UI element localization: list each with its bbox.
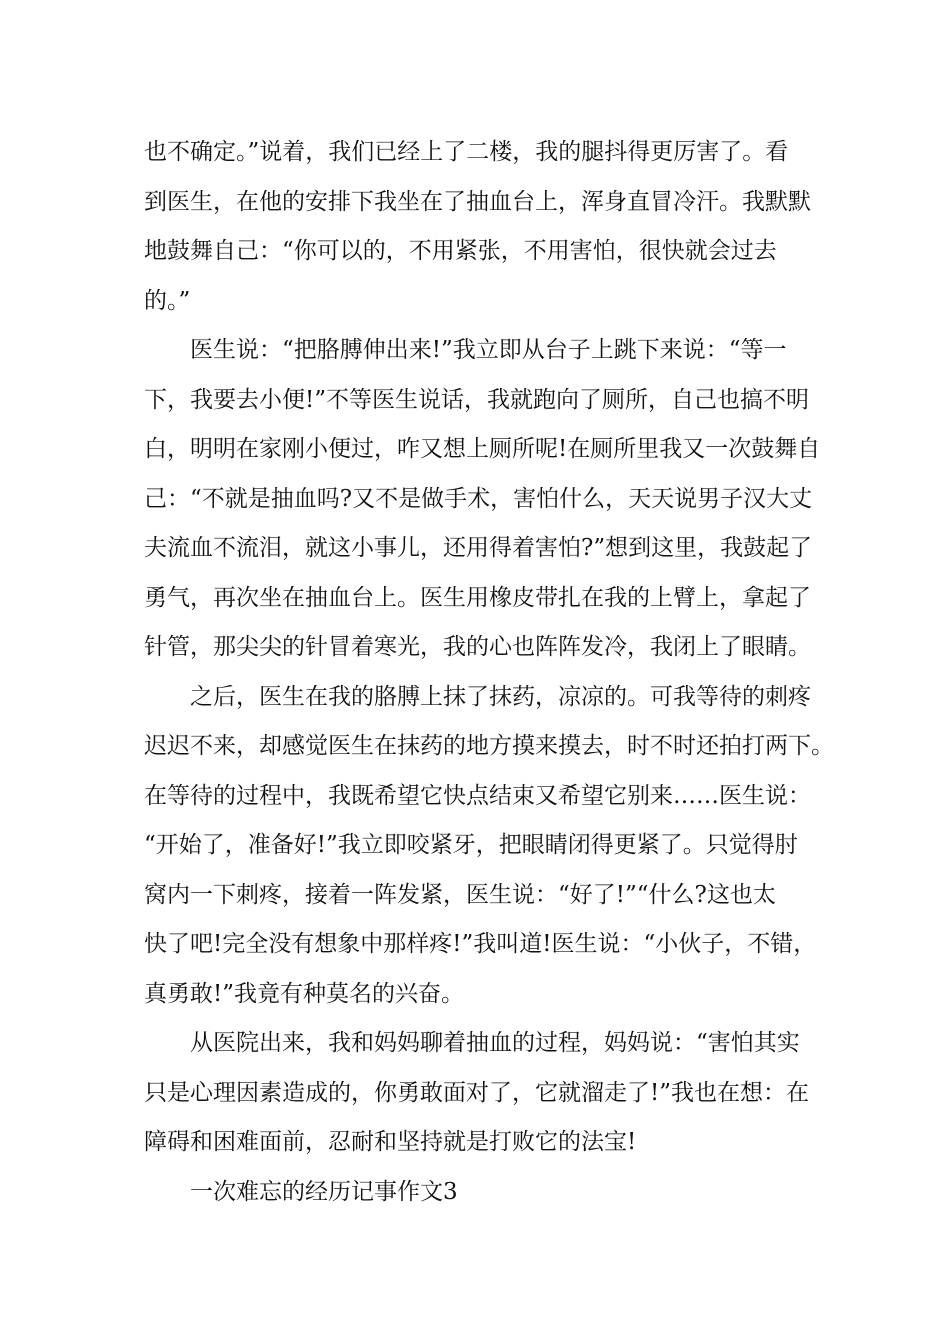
text-line: 障碍和困难面前，忍耐和坚持就是打败它的法宝! [144, 1129, 637, 1155]
text-line: 己：“不就是抽血吗?又不是做手术，害怕什么，天天说男子汉大丈 [144, 485, 813, 512]
text-line: 地鼓舞自己：“你可以的，不用紧张，不用害怕，很快就会过去 [144, 238, 777, 264]
text-line: 真勇敢!”我竟有种莫名的兴奋。 [144, 980, 465, 1007]
text-line: “开始了，准备好!”我立即咬紧牙，把眼睛闭得更紧了。只觉得肘 [144, 832, 798, 858]
text-line: 医生说：“把胳膊伸出来!”我立即从台子上跳下来说：“等一 [144, 337, 787, 363]
text-line: 从医院出来，我和妈妈聊着抽血的过程，妈妈说：“害怕其实 [144, 1030, 800, 1056]
text-line: 迟迟不来，却感觉医生在抹药的地方摸来摸去，时不时还拍打两下。 [144, 733, 834, 759]
text-line: 窝内一下刺疼，接着一阵发紧，医生说：“好了!”“什么?这也太 [144, 881, 776, 908]
section-heading: 一次难忘的经历记事作文3 [144, 1178, 458, 1205]
text-line: 快了吧!完全没有想象中那样疼!”我叫道!医生说：“小伙子，不错， [144, 931, 817, 957]
text-line: 只是心理因素造成的，你勇敢面对了，它就溜走了!”我也在想：在 [144, 1079, 810, 1106]
text-line: 白，明明在家刚小便过，咋又想上厕所呢!在厕所里我又一次鼓舞自 [144, 436, 821, 462]
article-body [144, 128, 834, 1217]
text-line: 勇气，再次坐在抽血台上。医生用橡皮带扎在我的上臂上，拿起了 [144, 584, 811, 611]
text-line: 也不确定。”说着，我们已经上了二楼，我的腿抖得更厉害了。看 [144, 139, 789, 165]
text-line: 在等待的过程中，我既希望它快点结束又希望它别来……医生说： [144, 782, 811, 809]
text-line: 夫流血不流泪，就这小事儿，还用得着害怕?”想到这里，我鼓起了 [144, 535, 813, 561]
text-line: 针管，那尖尖的针冒着寒光，我的心也阵阵发冷，我闭上了眼睛。 [144, 634, 811, 660]
text-line: 到医生，在他的安排下我坐在了抽血台上，浑身直冒冷汗。我默默 [144, 188, 811, 215]
text-line: 的。” [144, 287, 191, 314]
text-line: 下，我要去小便!”不等医生说话，我就跑向了厕所，自己也搞不明 [144, 386, 810, 413]
text-line: 之后，医生在我的胳膊上抹了抹药，凉凉的。可我等待的刺疼 [144, 683, 811, 710]
